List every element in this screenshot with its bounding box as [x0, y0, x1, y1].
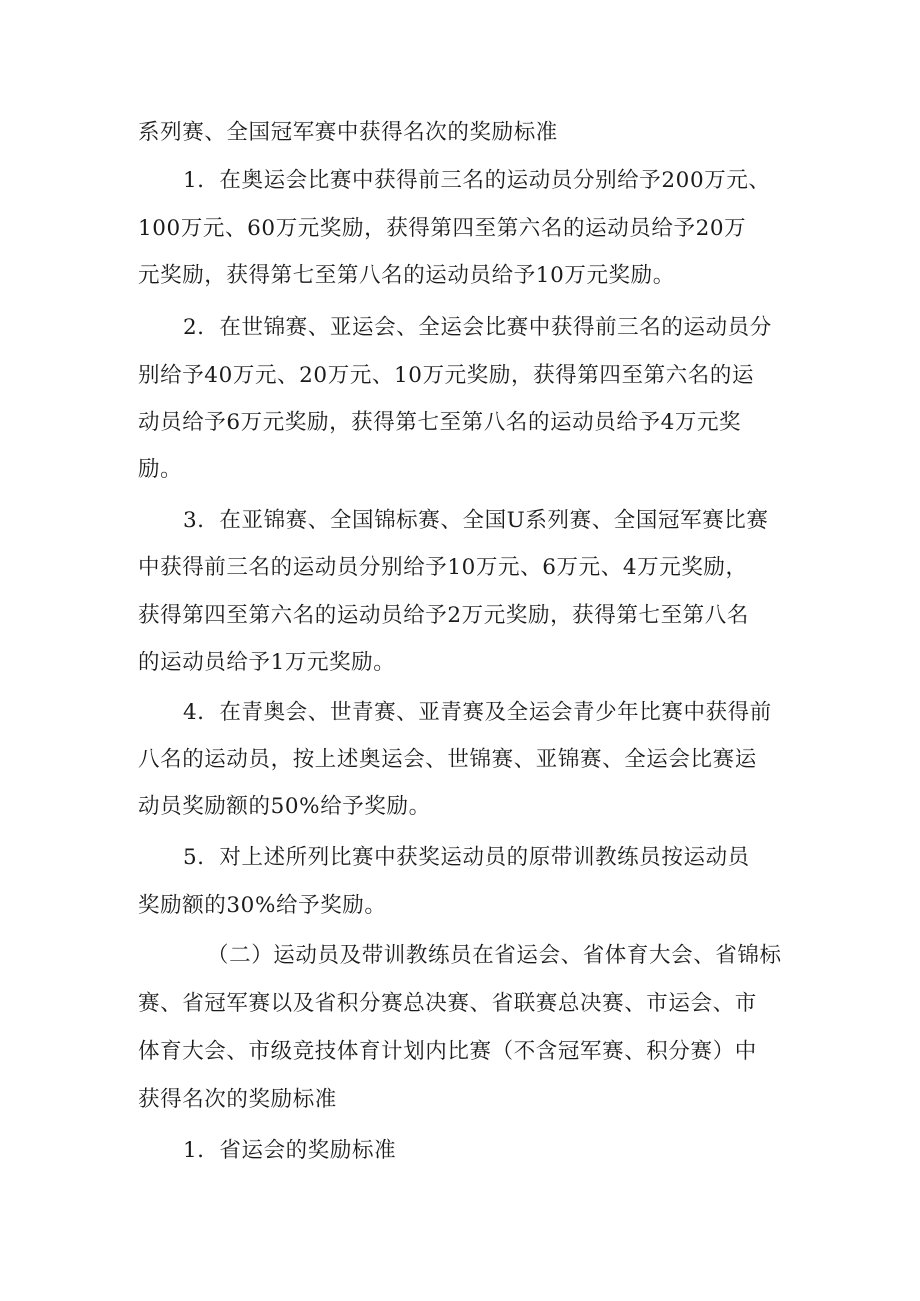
text-line: 八名的运动员，按上述奥运会、世锦赛、亚锦赛、全运会比赛运 [138, 747, 757, 772]
text-line: 4．在青奥会、世青赛、亚青赛及全运会青少年比赛中获得前 [183, 700, 772, 725]
text-line: 体育大会、市级竞技体育计划内比赛（不含冠军赛、积分赛）中 [138, 1039, 757, 1064]
text-line: 1．在奥运会比赛中获得前三名的运动员分别给予200万元、 [183, 168, 771, 193]
text-line: 5．对上述所列比赛中获奖运动员的原带训教练员按运动员 [183, 845, 750, 870]
text-line: 中获得前三名的运动员分别给予10万元、6万元、4万元奖励， [138, 555, 748, 580]
text-line: 的运动员给予1万元奖励。 [138, 650, 396, 675]
text-line: 3．在亚锦赛、全国锦标赛、全国U系列赛、全国冠军赛比赛 [183, 508, 769, 533]
text-line: 1．省运会的奖励标准 [183, 1138, 397, 1163]
text-line: 100万元、60万元奖励，获得第四至第六名的运动员给予20万 [138, 216, 747, 241]
text-line: 系列赛、全国冠军赛中获得名次的奖励标准 [138, 120, 558, 145]
text-line: （二）运动员及带训教练员在省运会、省体育大会、省锦标 [207, 943, 782, 968]
text-line: 2．在世锦赛、亚运会、全运会比赛中获得前三名的运动员分 [183, 315, 772, 340]
text-line: 动员奖励额的50%给予奖励。 [138, 794, 431, 819]
text-line: 元奖励，获得第七至第八名的运动员给予10万元奖励。 [138, 263, 675, 288]
text-line: 获得第四至第六名的运动员给予2万元奖励，获得第七至第八名 [138, 603, 749, 628]
text-line: 别给予40万元、20万元、10万元奖励，获得第四至第六名的运 [138, 363, 755, 388]
text-line: 励。 [138, 457, 183, 482]
text-line: 奖励额的30%给予奖励。 [138, 893, 387, 918]
text-line: 获得名次的奖励标准 [138, 1087, 337, 1112]
text-line: 动员给予6万元奖励，获得第七至第八名的运动员给予4万元奖 [138, 410, 742, 435]
text-line: 赛、省冠军赛以及省积分赛总决赛、省联赛总决赛、市运会、市 [138, 991, 757, 1016]
